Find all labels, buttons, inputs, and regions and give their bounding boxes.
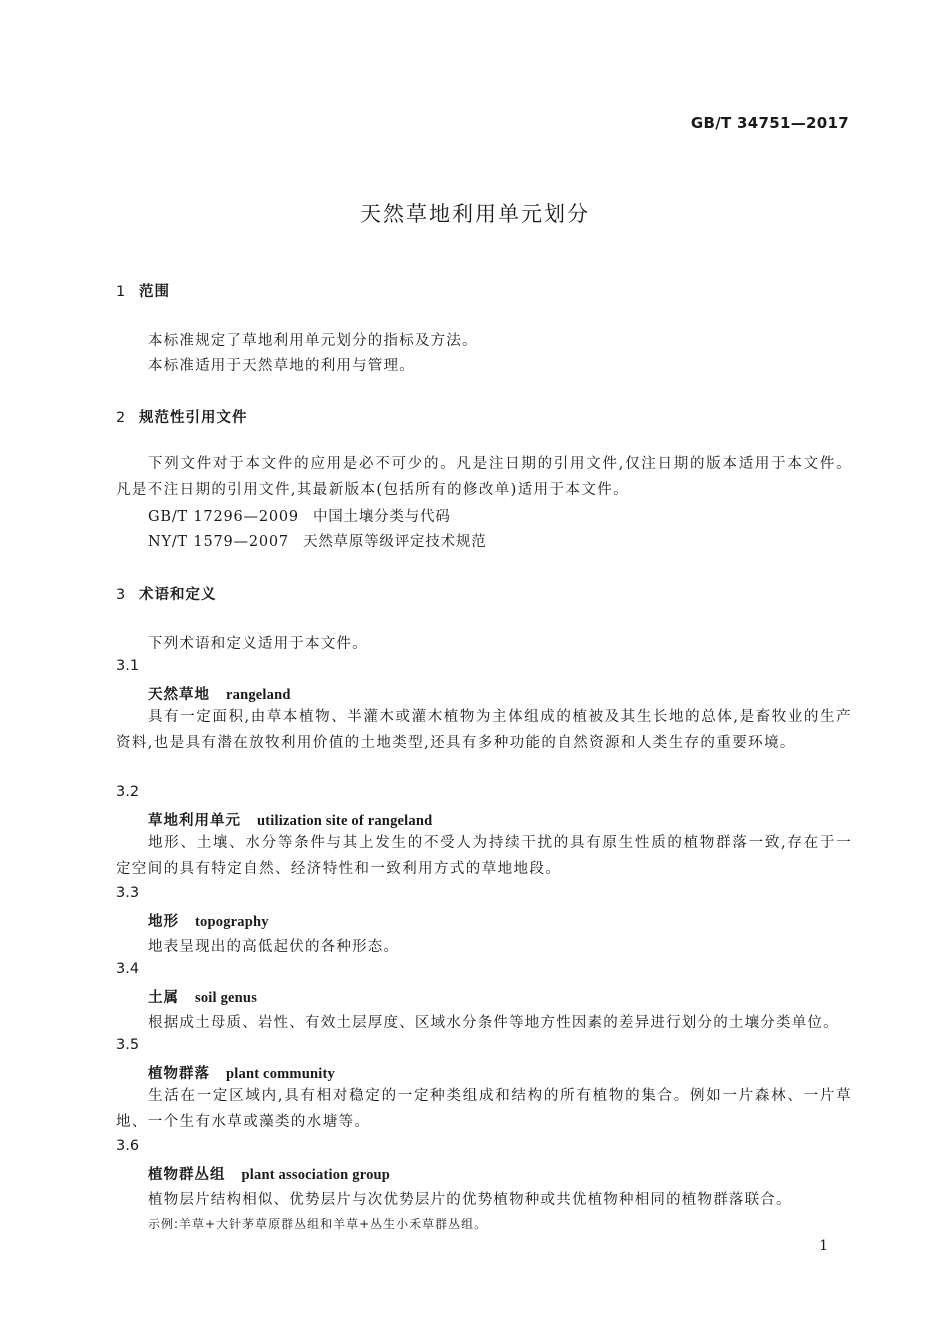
normative-reference	[148, 505, 451, 526]
section-1-para-2: 本标准适用于天然草地的利用与管理。	[148, 358, 415, 374]
clause-number: 3.1	[116, 658, 140, 674]
term-zh: 草地利用单元	[148, 813, 241, 829]
term-heading	[148, 809, 432, 830]
term-heading	[148, 910, 269, 931]
reference-title: 中国土壤分类与代码	[312, 509, 451, 525]
normative-reference	[148, 530, 487, 551]
term-definition: 地形、土壤、水分等条件与其上发生的不受人为持续干扰的具有原生性质的植物群落一致,存在于一定空间的具有特定自然、经济特性和一致利用方式的草地地段。	[116, 835, 852, 877]
section-title: 范围	[139, 284, 170, 300]
term-en: soil genus	[195, 990, 258, 1006]
section-1-para-1: 本标准规定了草地利用单元划分的指标及方法。	[148, 333, 478, 349]
reference-code: NY/T 1579—2007	[148, 534, 289, 550]
section-number: 1	[116, 284, 127, 300]
term-definition: 生活在一定区域内,具有相对稳定的一定种类组成和结构的所有植物的集合。例如一片森林、一片草地、一个生有水草或藻类的水塘等。	[116, 1088, 852, 1130]
section-3-intro: 下列术语和定义适用于本文件。	[148, 636, 368, 652]
term-en: utilization site of rangeland	[257, 813, 433, 829]
term-en: plant community	[226, 1066, 335, 1082]
clause-number: 3.4	[116, 961, 140, 977]
term-zh: 地形	[148, 914, 179, 930]
term-en: rangeland	[226, 687, 291, 703]
clause-number: 3.5	[116, 1037, 140, 1053]
section-3-heading	[116, 583, 217, 604]
term-heading	[148, 1163, 390, 1184]
example-label: 示例:	[148, 1217, 180, 1231]
term-heading	[148, 683, 291, 704]
clause-number: 3.3	[116, 885, 140, 901]
section-title: 术语和定义	[139, 587, 217, 603]
term-heading	[148, 986, 257, 1007]
section-2-para: 下列文件对于本文件的应用是必不可少的。凡是注日期的引用文件,仅注日期的版本适用于本文件。凡是不注日期的引用文件,其最新版本(包括所有的修改单)适用于本文件。	[116, 456, 852, 498]
term-en: topography	[195, 914, 269, 930]
term-definition: 具有一定面积,由草本植物、半灌木或灌木植物为主体组成的植被及其生长地的总体,是畜牧业的生产资料,也是具有潜在放牧利用价值的土地类型,还具有多种功能的自然资源和人类生存的重要环境。	[116, 709, 852, 751]
page-number: 1	[819, 1238, 828, 1254]
reference-title: 天然草原等级评定技术规范	[302, 534, 487, 550]
section-1-heading	[116, 280, 170, 301]
term-en: plant association group	[241, 1167, 391, 1183]
section-number: 3	[116, 587, 127, 603]
term-zh: 植物群落	[148, 1066, 210, 1082]
document-title: 天然草地利用单元划分	[360, 202, 590, 226]
section-2-heading	[116, 406, 248, 427]
term-definition: 根据成土母质、岩性、有效土层厚度、区域水分条件等地方性因素的差异进行划分的土壤分类单位。	[148, 1015, 839, 1031]
example-text: 羊草+大针茅草原群丛组和羊草+丛生小禾草群丛组。	[179, 1217, 488, 1231]
term-zh: 土属	[148, 990, 179, 1006]
term-definition: 地表呈现出的高低起伏的各种形态。	[148, 939, 400, 955]
term-definition: 植物层片结构相似、优势层片与次优势层片的优势植物种或共优植物种相同的植物群落联合。	[148, 1192, 792, 1208]
term-example	[148, 1215, 487, 1232]
term-zh: 植物群丛组	[148, 1167, 226, 1183]
standard-code: GB/T 34751—2017	[690, 114, 849, 132]
clause-number: 3.6	[116, 1138, 140, 1154]
section-title: 规范性引用文件	[139, 410, 248, 426]
clause-number: 3.2	[116, 784, 140, 800]
section-number: 2	[116, 410, 127, 426]
term-heading	[148, 1062, 335, 1083]
reference-code: GB/T 17296—2009	[148, 509, 299, 525]
term-zh: 天然草地	[148, 687, 210, 703]
